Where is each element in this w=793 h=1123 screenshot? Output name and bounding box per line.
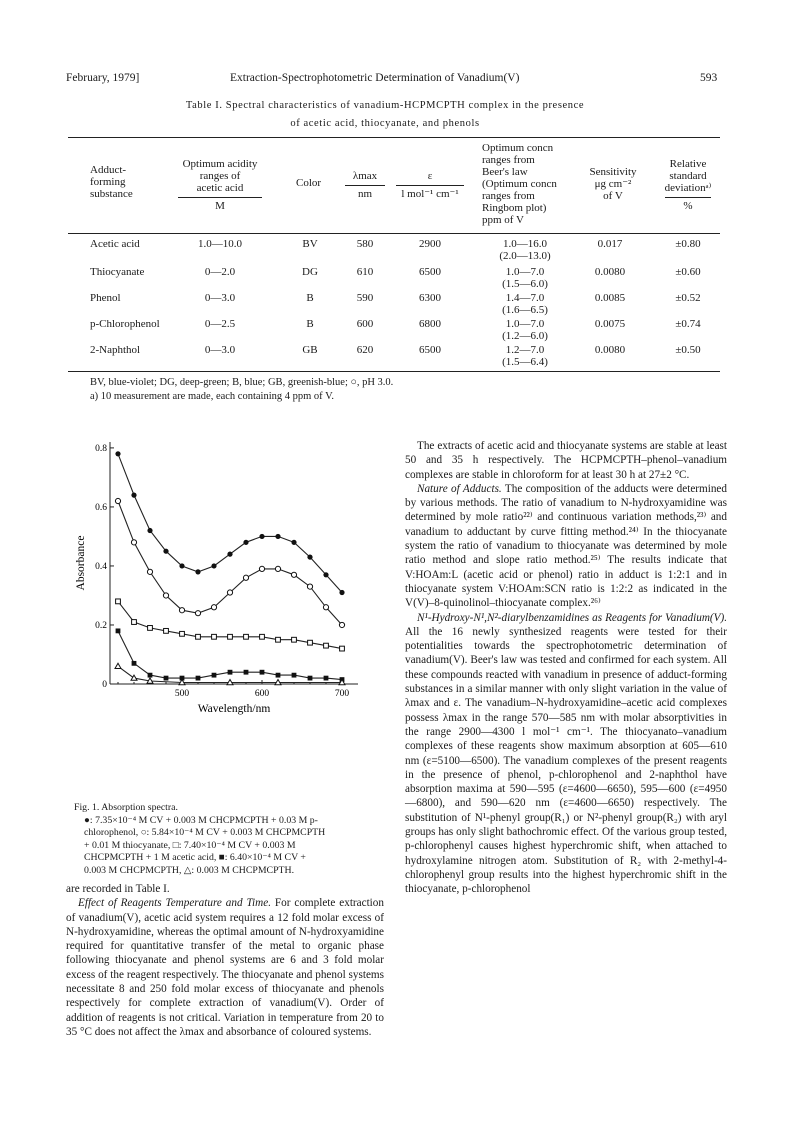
left-column-text	[66, 882, 384, 1039]
th-adduct-3: substance	[90, 188, 133, 200]
data-point	[292, 637, 297, 642]
cell-rsd: ±0.74	[675, 318, 701, 330]
caption-line: ●: 7.35×10⁻⁴ M CV + 0.003 M CHCPMCPTH + 0.03 M p-	[84, 814, 318, 826]
data-point	[163, 593, 168, 598]
x-tick-label: 700	[334, 689, 350, 699]
cell-rsd: ±0.60	[675, 266, 701, 278]
caption-line: + 0.01 M thiocyanate, □: 7.40×10⁻⁴ M CV + 0.003 M	[84, 839, 296, 851]
paragraph: The composition of the adducts were determined by various methods. The ratio of vanadium to N-hydroxyamidine was determined by mole ratio²²⁾ and continuous variation methods,²³⁾ and vanadium to adductant by curve fitting method.²⁴⁾ In the thiocyanate system the ratio of vanadium to thiocyanate was determined by mole ratio method and slope ratio method.²⁵⁾ The results indicate that V:HOAm:L (acetic acid or phenol) ratio in adduct is 1:2:1 and in thiocyanate system V:HOAm:SCN ratio is 1:2:2 as indicated in the V(V)–8-quinolinol–thiocyanate complex.²⁶⁾	[405, 482, 727, 610]
th-adduct-1: Adduct-	[90, 164, 127, 176]
caption-line: 0.003 M CHCPMCPTH, △: 0.003 M CHCPMCPTH.	[84, 864, 295, 876]
y-tick-label: 0.8	[95, 443, 107, 454]
data-point	[340, 646, 345, 651]
data-point	[212, 673, 217, 678]
caption-line: CHCPMCPTH + 1 M acetic acid, ■: 6.40×10⁻⁴ M CV +	[84, 852, 306, 864]
cell-acidity: 0—3.0	[204, 292, 236, 304]
cell-rsd: ±0.52	[675, 292, 701, 304]
th-deviation-2: standard	[669, 170, 707, 182]
data-point	[227, 552, 232, 557]
th-sensitivity-1: Sensitivity	[589, 166, 637, 178]
data-point	[164, 628, 169, 633]
data-point	[323, 605, 328, 610]
table-caption: Table I. Spectral characteristics of vanadium-HCPMCPTH complex in the presence	[185, 100, 585, 111]
data-point	[228, 670, 233, 675]
y-tick-label: 0	[102, 680, 107, 690]
cell-color: DG	[302, 266, 318, 278]
running-header-date: February, 1979]	[66, 72, 140, 84]
cell-eps: 2900	[419, 238, 441, 250]
data-point	[115, 451, 120, 456]
data-point	[259, 566, 264, 571]
right-column-text	[405, 439, 727, 897]
cell-eps: 6500	[419, 344, 441, 356]
data-point	[180, 631, 185, 636]
cell-color: BV	[302, 238, 318, 250]
data-point	[243, 540, 248, 545]
cell-sens: 0.0080	[594, 266, 626, 278]
data-point	[116, 628, 121, 633]
data-point	[291, 540, 296, 545]
th-epsilon-unit: l mol⁻¹ cm⁻¹	[396, 185, 464, 200]
cell-rsd: ±0.80	[675, 238, 701, 250]
data-point	[276, 637, 281, 642]
cell-eps: 6500	[419, 266, 441, 278]
data-point	[291, 572, 296, 577]
cell-name: 2-Naphthol	[90, 344, 141, 356]
cell-beer: 1.4—7.0	[505, 292, 545, 304]
cell-beer: 1.0—7.0	[505, 318, 545, 330]
table-header-rule	[68, 233, 720, 234]
running-header-title: Extraction-Spectrophotometric Determination of Vanadium(V)	[230, 72, 520, 84]
cell-sens: 0.017	[597, 238, 623, 250]
data-point	[244, 670, 249, 675]
data-point	[275, 566, 280, 571]
cell-beer: 1.0—16.0	[503, 238, 547, 250]
cell-color: B	[306, 318, 314, 330]
data-point	[275, 534, 280, 539]
section-heading: Effect of Reagents Temperature and Time.	[78, 897, 271, 910]
cell-name: Thiocyanate	[90, 266, 145, 278]
data-point	[212, 634, 217, 639]
series-line	[118, 501, 342, 625]
cell-color: GB	[302, 344, 318, 356]
data-point	[115, 663, 121, 668]
paragraph: All the 16 newly synthesized reagents were tested for their potentialities towards the spectrophotometric determination of vanadium(V). Beer's law was tested and confirmed for each system. All these compounds reacted with vanadium in presence of adduct-forming substances in a similar manner with only slight variation in the value of λmax and ε. The vanadium–N-hydroxyamidine–acetic acid complexes possess λmax in the range 570—585 nm with molar absorptivities in the range 2900—4300 l mol⁻¹ cm⁻¹. The thiocyanato–vanadium complexes of these reagents show maximum absorption at 605—610 nm (ε=5100—6500). The vanadium complexes of the present reagents in the presence of phenol, p-chlorophenol and 2-naphthol have absorption maxima at 590—595 (ε=4600—6650), 595—600 (ε=4950—6800), and 590—620 nm (ε=4600—6650) respectively. The substitution of N¹-phenyl group(R₁) or N²-phenyl group(R₂) with aryl groups has only slight bathochromic effect. Of the various group tested, p-chlorophenyl causes highest hyperchromic shift, when attached to hydroxylamine nitrogen atom. Substitution of R₂ with 2-methyl-4-chlorophenyl group results into the highest hyperchromic shift in the thiocyanate, p-chlorophenol	[405, 625, 727, 896]
cell-ringbom: (1.2—6.0)	[502, 330, 548, 342]
data-point	[339, 590, 344, 595]
th-sensitivity-3: of V	[603, 190, 623, 202]
data-point	[131, 540, 136, 545]
th-acidity-unit: M	[178, 197, 262, 212]
data-point	[243, 575, 248, 580]
section-heading: Nature of Adducts.	[417, 482, 502, 495]
data-point	[179, 563, 184, 568]
cell-ringbom: (1.5—6.0)	[502, 278, 548, 290]
data-point	[339, 622, 344, 627]
th-adduct-2: forming	[90, 176, 126, 188]
table-top-rule	[68, 137, 720, 138]
cell-sens: 0.0085	[594, 292, 626, 304]
data-point	[195, 611, 200, 616]
data-point	[228, 634, 233, 639]
y-tick-label: 0.6	[95, 502, 107, 513]
data-point	[163, 549, 168, 554]
th-range-2: ranges from	[482, 154, 535, 166]
table-footnote-colors: BV, blue-violet; DG, deep-green; B, blue; GB, greenish-blue; ○, pH 3.0.	[90, 377, 394, 388]
x-tick-label: 500	[174, 689, 190, 699]
th-deviation-1: Relative	[669, 158, 707, 170]
cell-lmax: 580	[356, 238, 374, 250]
data-point	[260, 670, 265, 675]
th-range-7: ppm of V	[482, 214, 524, 226]
page-number: 593	[700, 72, 718, 84]
plot-frame	[110, 442, 358, 684]
caption-line: chlorophenol, ○: 5.84×10⁻⁴ M CV + 0.003 M CHCPMCPTH	[84, 827, 326, 839]
cell-lmax: 620	[356, 344, 374, 356]
th-acidity-3: acetic acid	[196, 182, 244, 194]
th-acidity-2: ranges of	[199, 170, 241, 182]
caption-line: Fig. 1. Absorption spectra.	[74, 802, 178, 813]
data-point	[259, 534, 264, 539]
data-point	[323, 572, 328, 577]
cell-name: Phenol	[90, 292, 121, 304]
table-footnote-a: a) 10 measurement are made, each containing 4 ppm of V.	[90, 391, 334, 402]
paragraph: are recorded in Table I.	[66, 883, 170, 895]
absorption-spectra-chart	[60, 432, 390, 792]
th-lambda-unit: nm	[345, 185, 385, 200]
data-point	[132, 661, 137, 666]
data-point	[307, 554, 312, 559]
data-point	[147, 569, 152, 574]
figure-caption	[74, 802, 374, 878]
table-bottom-rule	[68, 371, 720, 372]
data-point	[211, 563, 216, 568]
th-deviation-unit: %	[665, 197, 711, 212]
data-point	[308, 640, 313, 645]
data-point	[227, 590, 232, 595]
th-range-3: Beer's law	[482, 166, 528, 178]
cell-lmax: 610	[356, 266, 374, 278]
data-point	[148, 673, 153, 678]
data-point	[196, 634, 201, 639]
th-deviation-3: deviationᵃ⁾	[664, 182, 712, 194]
cell-acidity: 0—3.0	[204, 344, 236, 356]
data-point	[324, 676, 329, 681]
cell-acidity: 1.0—10.0	[198, 238, 242, 250]
table-caption-line2: of acetic acid, thiocyanate, and phenols	[290, 118, 480, 129]
cell-beer: 1.2—7.0	[505, 344, 545, 356]
data-point	[244, 634, 249, 639]
data-point	[196, 676, 201, 681]
th-color: Color	[296, 177, 322, 189]
series-group	[115, 451, 345, 685]
cell-name: Acetic acid	[90, 238, 140, 250]
data-point	[164, 676, 169, 681]
data-point	[260, 634, 265, 639]
cell-ringbom: (1.5—6.4)	[502, 356, 548, 368]
data-point	[307, 584, 312, 589]
paragraph: For complete extraction of vanadium(V), acetic acid system requires a 12 fold molar excess of N-hydroxyamidine, whereas the optimal amount of N-hydroxyamidine required for quantitative transfer of the metal to organic phase following thiocyanate and phenol systems are 6 and 3 fold molar excess of the reagent respectively. The thiocyanate and phenol systems necessitate 8 and 250 fold molar excess of thiocyanate and phenols respectively for complete extraction of vanadium(V). Order of addition of reagents is not critical. Variation in temperature from 20 to 35 °C does not affect the λmax and absorbance of coloured systems.	[66, 897, 384, 1038]
data-point	[116, 599, 121, 604]
cell-sens: 0.0080	[594, 344, 626, 356]
cell-acidity: 0—2.5	[204, 318, 236, 330]
cell-name: p-Chlorophenol	[90, 318, 160, 330]
cell-rsd: ±0.50	[675, 344, 701, 356]
th-range-6: Ringbom plot)	[482, 202, 547, 214]
th-range-4: (Optimum concn	[482, 178, 557, 190]
th-range-1: Optimum concn	[482, 142, 554, 154]
th-epsilon: ε	[427, 170, 433, 182]
data-point	[195, 569, 200, 574]
x-tick-label: 600	[254, 689, 270, 699]
data-point	[147, 528, 152, 533]
cell-eps: 6800	[419, 318, 441, 330]
data-point	[115, 498, 120, 503]
paragraph: The extracts of acetic acid and thiocyanate systems are stable at least 50 and 35 h respectively. The HCPMCPTH–phenol–vanadium complexes are stable in chloroform for at least 30 h at 27±2 °C.	[405, 440, 727, 481]
th-acidity-1: Optimum acidity	[182, 158, 258, 170]
th-sensitivity-2: μg cm⁻²	[594, 178, 632, 190]
cell-lmax: 590	[356, 292, 374, 304]
data-point	[308, 676, 313, 681]
th-lambda: λmax	[352, 170, 378, 182]
data-point	[211, 605, 216, 610]
data-point	[131, 493, 136, 498]
cell-color: B	[306, 292, 314, 304]
cell-eps: 6300	[419, 292, 441, 304]
cell-ringbom: (1.6—6.5)	[502, 304, 548, 316]
data-point	[276, 673, 281, 678]
cell-acidity: 0—2.0	[204, 266, 236, 278]
x-axis-label: Wavelength/nm	[197, 703, 271, 715]
data-point	[132, 620, 137, 625]
y-axis-label: Absorbance	[75, 535, 87, 591]
data-point	[148, 626, 153, 631]
y-tick-label: 0.2	[95, 620, 107, 631]
data-point	[324, 643, 329, 648]
cell-sens: 0.0075	[594, 318, 626, 330]
cell-beer: 1.0—7.0	[505, 266, 545, 278]
data-point	[179, 608, 184, 613]
section-heading: N¹-Hydroxy-N¹,N²-diarylbenzamidines as Reagents for Vanadium(V).	[417, 611, 727, 624]
th-range-5: ranges from	[482, 190, 535, 202]
cell-lmax: 600	[356, 318, 374, 330]
cell-ringbom: (2.0—13.0)	[499, 250, 551, 262]
data-point	[292, 673, 297, 678]
y-tick-label: 0.4	[95, 561, 107, 572]
